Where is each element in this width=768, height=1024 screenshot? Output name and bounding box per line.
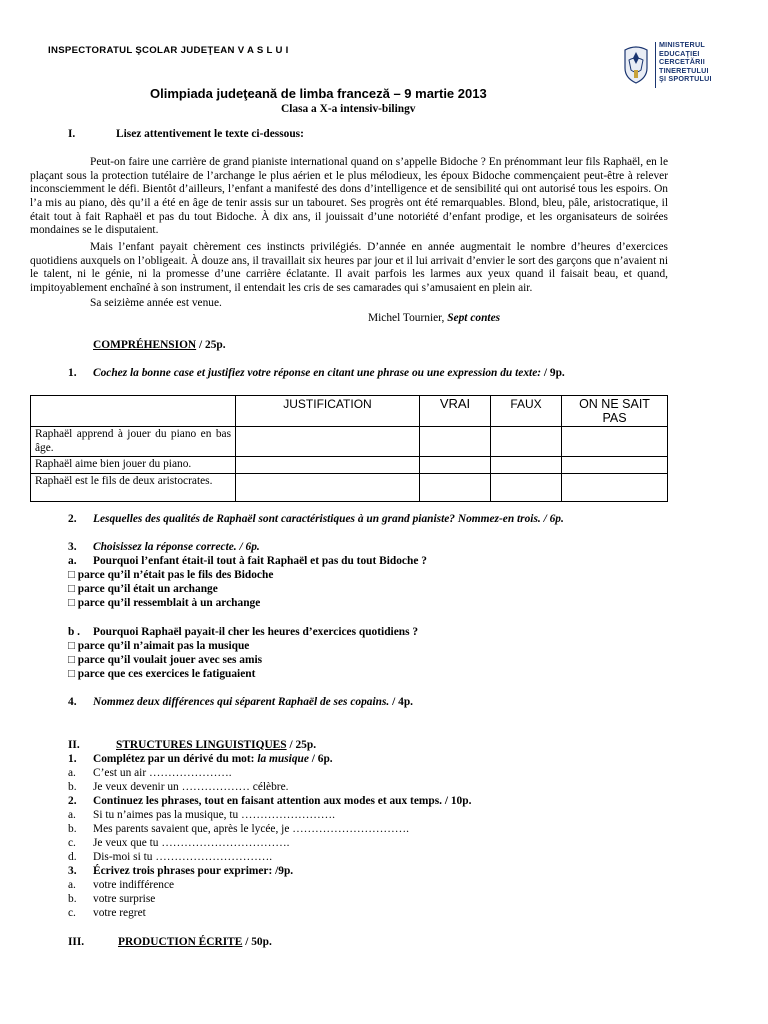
text-paragraph: Mais l’enfant payait chèrement ces instincts privilégiés. D’année en année augmentait le nombre d’heures d’exercices quotidiens auxquels on l’obligeait. À douze ans, il travaillait six heures par jour et il lui arrivait d’envier le sort des garçons que n’avaient ni le talent, ni le génie, ni la promesse d’une carrière éclatante. Il avait parfois les larmes aux yeux quand il faisait beau, et quand, impitoyablement enchaîné à son instrument, il entendait les cris de ses camarades qui s’amusaient en plein air.	[30, 241, 668, 295]
question-text: Nommez deux différences qui séparent Raphaël de ses copains.	[93, 696, 390, 708]
table-row	[31, 457, 668, 474]
faux-cell[interactable]	[491, 457, 562, 474]
text-paragraph: Peut-on faire une carrière de grand pianiste international quand on s’appelle Bidoche ? En prénommant leur fils Raphaël, en le plaçant sous la protection tutélaire de l’archange le plus aérien et le plus mélodieux, les époux Bidoche commençaient peut-être à relever inconsciemment le défi. Bientôt d’ailleurs, l’enfant a manifesté des dons d’intelligence et de sensibilité qui ont autorisé tous les espoirs. On l’a mis au piano, dès qu’il a été en âge de tenir assis sur un tabouret. Ses progrès ont été remarquables. Blond, bleu, pâle, aristocratique, il était tout à fait Raphaël et pas du tout Bidoche. À dix ans, il jouissait d’une notoriété d’enfant prodige, et les organisateurs de soirées mondaines se le disputaient.	[30, 156, 668, 237]
exercise-3-text: Écrivez trois phrases pour exprimer: /9p.	[93, 865, 294, 877]
ministry-logo	[621, 40, 741, 92]
ministry-line: TINERETULUI	[659, 65, 709, 75]
section3-title: PRODUCTION ÉCRITE	[118, 936, 243, 948]
item-label: a.	[68, 879, 76, 891]
ministry-line: ŞI SPORTULUI	[659, 74, 712, 84]
section2-heading	[116, 739, 316, 753]
subquestion-label: b .	[68, 626, 81, 638]
section1-heading: Lisez attentivement le texte ci-dessous:	[116, 128, 304, 140]
section3-number: III.	[68, 936, 85, 948]
exercise-item: votre surprise	[93, 893, 156, 905]
vrai-cell[interactable]	[420, 457, 491, 474]
author-name: Michel Tournier,	[368, 312, 445, 324]
exercise-item[interactable]: Dis-moi si tu ………………………….	[93, 851, 273, 863]
subquestion-label: a.	[68, 555, 77, 567]
page-title: Olimpiada judeţeană de limba franceză – 9 martie 2013	[150, 86, 487, 101]
option-item[interactable]: □ parce qu’il voulait jouer avec ses amis	[68, 654, 263, 666]
section2-number: II.	[68, 739, 80, 751]
option-item[interactable]: □ parce qu’il était un archange	[68, 583, 218, 595]
vrai-cell[interactable]	[420, 474, 491, 502]
exercise-item[interactable]: C’est un air ………………….	[93, 767, 232, 779]
exercise-points: / 6p.	[308, 753, 333, 765]
faux-cell[interactable]	[491, 427, 562, 457]
ministry-line: MINISTERUL	[659, 40, 705, 49]
item-label: a.	[68, 809, 76, 821]
table-header-cell: FAUX	[491, 396, 562, 427]
exercise-word: la musique	[257, 753, 309, 765]
exercise-item[interactable]: Je veux devenir un ……………… célèbre.	[93, 781, 289, 793]
item-label: a.	[68, 767, 76, 779]
comprehension-label: COMPRÉHENSION	[93, 339, 197, 351]
justification-cell[interactable]	[236, 457, 420, 474]
justification-cell[interactable]	[236, 427, 420, 457]
section3-points: / 50p.	[242, 936, 272, 948]
answer-table	[30, 395, 668, 502]
table-header-cell: ON NE SAIT PAS	[562, 396, 668, 427]
ministry-line: CERCETĂRII	[659, 57, 705, 67]
question-2-text: Lesquelles des qualités de Raphaël sont caractéristiques à un grand pianiste? Nommez-en trois. / 6p.	[93, 513, 564, 525]
page-subtitle: Clasa a X-a intensiv-bilingv	[281, 103, 416, 115]
question-number: 4.	[68, 696, 77, 708]
question-points: / 9p.	[541, 367, 565, 379]
question-number: 2.	[68, 513, 77, 525]
exercise-item[interactable]: Mes parents savaient que, après le lycée, je ………………………….	[93, 823, 410, 835]
exercise-item: votre regret	[93, 907, 146, 919]
question-text: Cochez la bonne case et justifiez votre réponse en citant une phrase ou une expression du texte:	[93, 367, 542, 379]
table-header-cell: VRAI	[420, 396, 491, 427]
exercise-2-text: Continuez les phrases, tout en faisant attention aux modes et aux temps. / 10p.	[93, 795, 472, 807]
exercise-item[interactable]: Si tu n’aimes pas la musique, tu …………………….	[93, 809, 336, 821]
option-item[interactable]: □ parce que ces exercices le fatiguaient	[68, 668, 256, 680]
item-label: c.	[68, 837, 76, 849]
comprehension-heading	[93, 339, 226, 353]
option-item[interactable]: □ parce qu’il n’était pas le fils des Bidoche	[68, 569, 274, 581]
subquestion-a: Pourquoi l’enfant était-il tout à fait Raphaël et pas du tout Bidoche ?	[93, 555, 427, 567]
section2-title: STRUCTURES LINGUISTIQUES	[116, 739, 287, 751]
on-ne-sait-pas-cell[interactable]	[562, 457, 668, 474]
exercise-1	[93, 753, 333, 767]
item-label: d.	[68, 851, 77, 863]
statement-cell: Raphaël est le fils de deux aristocrates.	[31, 474, 236, 502]
question-points: / 4p.	[389, 696, 414, 708]
faux-cell[interactable]	[491, 474, 562, 502]
table-row	[31, 474, 668, 502]
section2-points: / 25p.	[286, 739, 317, 751]
exercise-number: 3.	[68, 865, 77, 877]
table-header-cell	[31, 396, 236, 427]
exercise-item[interactable]: Je veux que tu …………………………….	[93, 837, 290, 849]
table-header-cell: JUSTIFICATION	[236, 396, 420, 427]
on-ne-sait-pas-cell[interactable]	[562, 474, 668, 502]
section3-heading	[118, 936, 272, 950]
exercise-number: 2.	[68, 795, 77, 807]
ministry-crest-icon	[621, 44, 651, 84]
statement-cell: Raphaël apprend à jouer du piano en bas âge.	[31, 427, 236, 457]
vrai-cell[interactable]	[420, 427, 491, 457]
section1-number: I.	[68, 128, 76, 140]
item-label: b.	[68, 893, 77, 905]
comprehension-points: / 25p.	[196, 339, 226, 351]
item-label: b.	[68, 823, 77, 835]
question-1	[93, 367, 565, 381]
question-3-text: Choisissez la réponse correcte. / 6p.	[93, 541, 260, 553]
exercise-text: Complétez par un dérivé du mot:	[93, 753, 258, 765]
on-ne-sait-pas-cell[interactable]	[562, 427, 668, 457]
justification-cell[interactable]	[236, 474, 420, 502]
table-row	[31, 427, 668, 457]
item-label: b.	[68, 781, 77, 793]
statement-cell: Raphaël aime bien jouer du piano.	[31, 457, 236, 474]
option-item[interactable]: □ parce qu’il ressemblait à un archange	[68, 597, 261, 609]
exercise-item: votre indifférence	[93, 879, 175, 891]
table-header-row	[31, 396, 668, 427]
subquestion-b: Pourquoi Raphaël payait-il cher les heures d’exercices quotidiens ?	[93, 626, 419, 638]
inspectorate-header: INSPECTORATUL ŞCOLAR JUDEŢEAN V A S L U I	[48, 45, 289, 56]
work-title: Sept contes	[447, 312, 501, 324]
question-number: 3.	[68, 541, 77, 553]
source-citation	[368, 312, 500, 326]
question-number: 1.	[68, 367, 77, 379]
exercise-number: 1.	[68, 753, 77, 765]
ministry-name	[659, 41, 712, 84]
question-4	[93, 696, 413, 710]
text-paragraph: Sa seizième année est venue.	[90, 297, 222, 309]
logo-divider	[655, 42, 656, 88]
option-item[interactable]: □ parce qu’il n’aimait pas la musique	[68, 640, 250, 652]
ministry-line: EDUCAŢIEI	[659, 48, 700, 58]
item-label: c.	[68, 907, 76, 919]
